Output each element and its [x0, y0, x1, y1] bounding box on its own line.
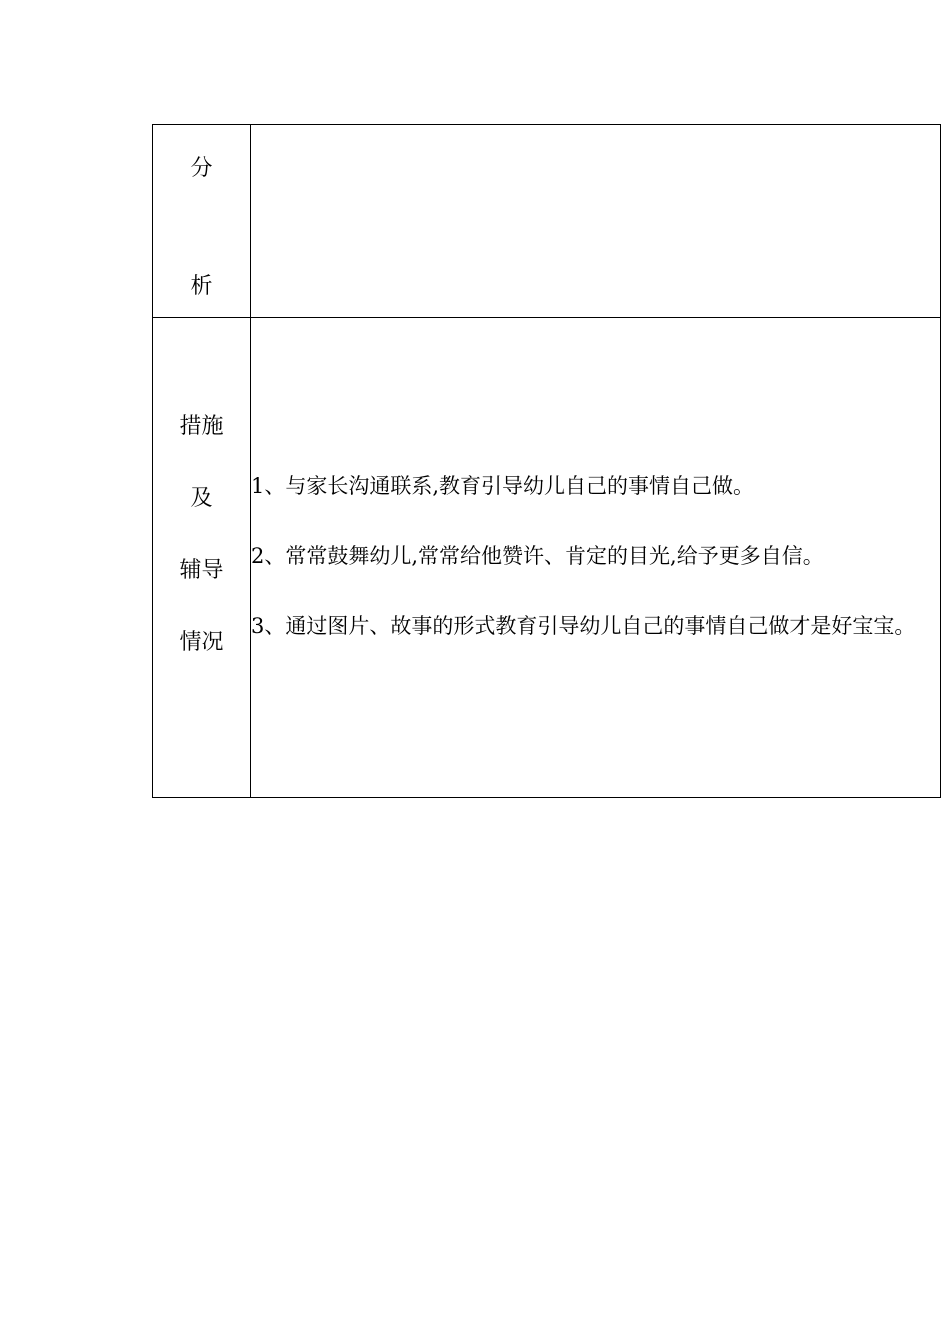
measures-label-line-2: 及	[190, 486, 213, 511]
analysis-label-cell	[153, 125, 251, 318]
measures-row	[153, 318, 941, 798]
measures-label-line-4: 情况	[179, 630, 224, 655]
measure-item-1: 1、与家长沟通联系,教育引导幼儿自己的事情自己做。	[251, 474, 755, 498]
measures-label-line-1: 措施	[179, 414, 224, 439]
measures-content-cell	[251, 318, 941, 798]
record-table	[152, 124, 941, 798]
measure-item-3: 3、通过图片、故事的形式教育引导幼儿自己的事情自己做才是好宝宝。	[251, 614, 916, 638]
measure-item-2: 2、常常鼓舞幼儿,常常给他赞许、肯定的目光,给予更多自信。	[251, 544, 824, 568]
measures-label-cell	[153, 318, 251, 798]
measures-list	[251, 468, 934, 652]
analysis-label-bottom: 析	[190, 274, 213, 299]
analysis-row	[153, 125, 941, 318]
analysis-label-top: 分	[190, 156, 213, 181]
measures-label-line-3: 辅导	[179, 558, 224, 583]
analysis-content-cell	[251, 125, 941, 318]
